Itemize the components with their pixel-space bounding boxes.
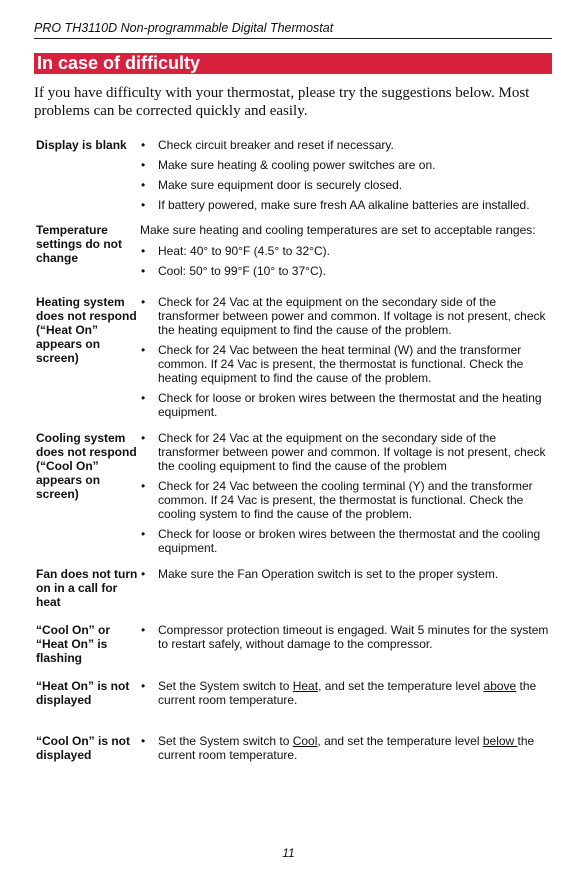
problem-label: Cooling system does not respond (“Cool On” appears on screen) — [36, 431, 137, 501]
remedy-item: • Make sure the Fan Operation switch is set to the proper system. — [140, 567, 554, 581]
problem-label: “Cool On” is not displayed — [36, 734, 130, 762]
problem-remedies — [140, 223, 554, 284]
problem-label: Temperature settings do not change — [36, 223, 122, 265]
emphasis-text: below — [482, 734, 518, 748]
intro-paragraph: If you have difficulty with your thermostat, please try the suggestions below. Most problems can be corrected quickly and easily. — [34, 85, 530, 119]
problem-remedies — [140, 734, 554, 768]
remedy-text: Set the System switch to — [158, 679, 293, 693]
emphasis-text: above — [483, 679, 517, 693]
document-header: PRO TH3110D Non-programmable Digital Thermostat — [34, 21, 552, 39]
remedy-item: • Check for 24 Vac at the equipment on the secondary side of the transformer between power and common. If voltage is not present, check the heating equipment to find the cause of the problem. — [140, 295, 554, 337]
remedy-text: the current room temperature. — [158, 679, 537, 707]
remedy-item: • Check circuit breaker and reset if necessary. — [140, 138, 554, 152]
problem-label: “Cool On” or “Heat On” is flashing — [36, 623, 110, 665]
problem-remedies — [140, 295, 554, 425]
remedy-item: • If battery powered, make sure fresh AA alkaline batteries are installed. — [140, 198, 554, 212]
remedy-text: , and set the temperature level — [317, 734, 483, 748]
remedy-item: • Heat: 40° to 90°F (4.5° to 32°C). — [140, 244, 554, 258]
section-heading: In case of difficulty — [34, 53, 552, 74]
problem-label: Heating system does not respond (“Heat On” appears on screen) — [36, 295, 137, 365]
problem-remedies — [140, 623, 554, 657]
problem-label: “Heat On” is not displayed — [36, 679, 130, 707]
remedy-item — [140, 679, 554, 707]
remedy-item: • Cool: 50° to 99°F (10° to 37°C). — [140, 264, 554, 278]
emphasis-text: Cool — [292, 734, 318, 748]
remedy-text: , and set the temperature level — [318, 679, 484, 693]
remedy-item: • Check for 24 Vac between the cooling terminal (Y) and the transformer common. If 24 Vac is present, the thermostat is functional. Check the cooling system to find the cause of the problem. — [140, 479, 554, 521]
problem-remedies — [140, 431, 554, 561]
problem-label: Fan does not turn on in a call for heat — [36, 567, 138, 609]
problem-remedies — [140, 138, 554, 218]
remedy-item: • Make sure heating & cooling power switches are on. — [140, 158, 554, 172]
problem-remedies — [140, 567, 554, 587]
remedy-item: • Check for 24 Vac at the equipment on the secondary side of the transformer between power and common. If voltage is not present, check the cooling equipment to find the cause of the problem — [140, 431, 554, 473]
remedy-item — [140, 734, 554, 762]
remedy-item: • Check for 24 Vac between the heat terminal (W) and the transformer common. If 24 Vac is present, the thermostat is functional. Check the heating equipment to find the cause of the problem. — [140, 343, 554, 385]
remedy-text: the current room temperature. — [158, 734, 535, 762]
page-number: 11 — [282, 846, 295, 860]
problem-label: Display is blank — [36, 138, 127, 152]
remedy-item: • Check for loose or broken wires between the thermostat and the heating equipment. — [140, 391, 554, 419]
remedy-lead: Make sure heating and cooling temperatures are set to acceptable ranges: — [140, 223, 536, 237]
remedy-text: Set the System switch to — [158, 734, 293, 748]
remedy-item: • Check for loose or broken wires between the thermostat and the cooling equipment. — [140, 527, 554, 555]
remedy-item: • Make sure equipment door is securely closed. — [140, 178, 554, 192]
problem-remedies — [140, 679, 554, 713]
emphasis-text: Heat — [292, 679, 319, 693]
remedy-item: • Compressor protection timeout is engaged. Wait 5 minutes for the system to restart safely, without damage to the compressor. — [140, 623, 554, 651]
